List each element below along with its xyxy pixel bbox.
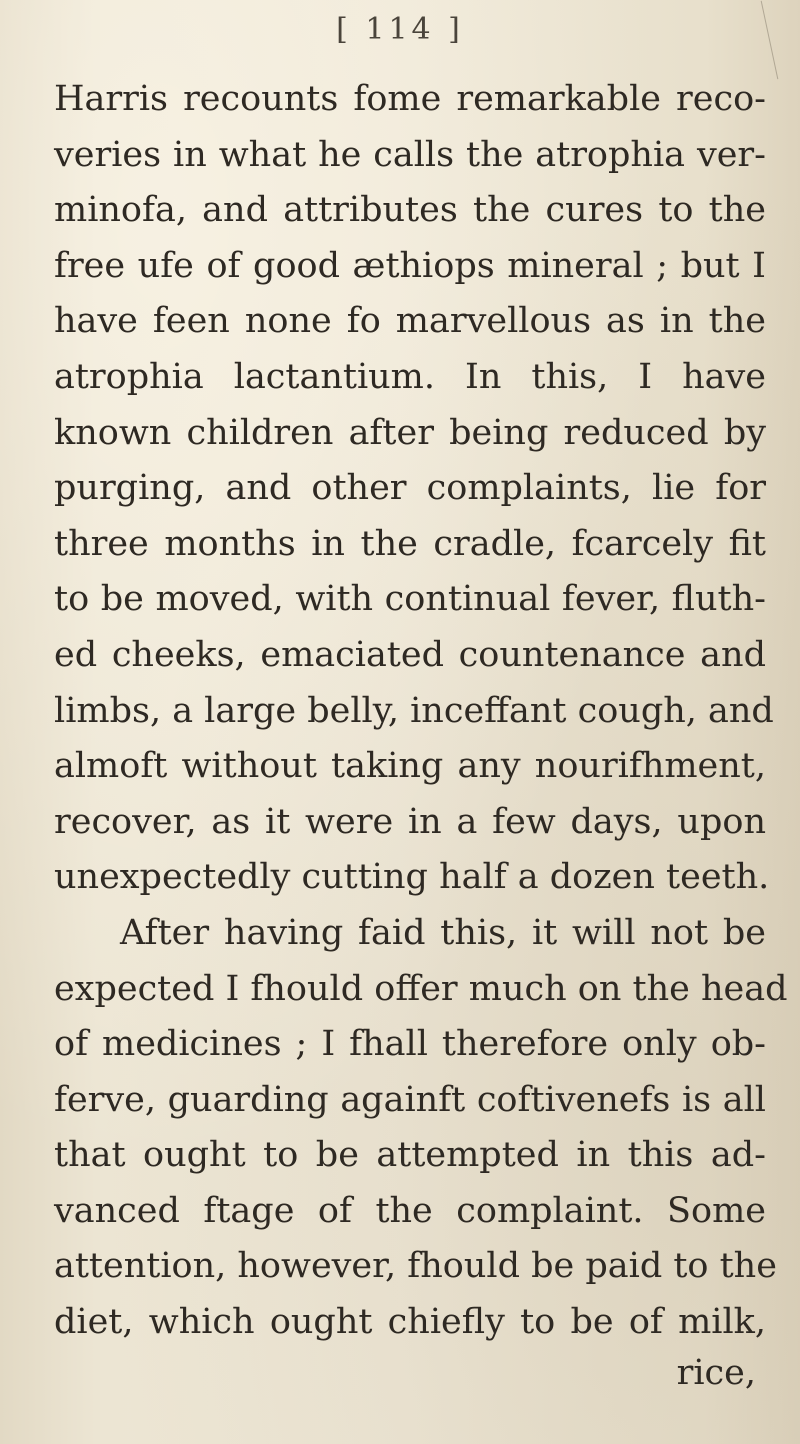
text-line: minofa, and attributes the cures to the (54, 190, 766, 231)
catchword: rice, (676, 1353, 756, 1393)
text-line: diet, which ought chiefly to be of milk, (54, 1302, 766, 1343)
text-line: to be moved, with continual fever, fluth- (54, 579, 766, 620)
text-line: have feen none fo marvellous as in the (54, 301, 766, 342)
text-line: ed cheeks, emaciated countenance and (54, 634, 766, 675)
text-line: three months in the cradle, fcarcely fit (54, 523, 766, 564)
text-line: expected I fhould offer much on the head (54, 968, 788, 1009)
text-line: almoft without taking any nourifhment, (54, 746, 766, 787)
text-line: recover, as it were in a few days, upon (54, 801, 766, 842)
text-line: that ought to be attempted in this ad- (54, 1135, 766, 1176)
text-line: known children after being reduced by (54, 412, 766, 453)
text-line: attention, however, fhould be paid to the (54, 1246, 777, 1287)
text-line: Harris recounts fome remarkable reco- (54, 79, 766, 119)
text-line: of medicines ; I fhall therefore only ob- (54, 1024, 766, 1065)
text-line: atrophia lactantium. In this, I have (54, 356, 766, 397)
text-line: free ufe of good æthiops mineral ; but I (54, 245, 766, 286)
text-line: purging, and other complaints, lie for (54, 468, 766, 509)
text-line: veries in what he calls the atrophia ver- (54, 134, 766, 175)
body-text (54, 72, 788, 1351)
text-line: unexpectedly cutting half a dozen teeth. (54, 857, 770, 898)
text-line: vanced ftage of the complaint. Some (54, 1190, 766, 1231)
page-number: [ 114 ] (336, 12, 464, 47)
text-line: ferve, guarding againft coftivenefs is all (54, 1079, 766, 1120)
paragraph-start-line: After having faid this, it will not be (120, 912, 766, 953)
text-line: limbs, a large belly, inceffant cough, and (54, 690, 774, 731)
